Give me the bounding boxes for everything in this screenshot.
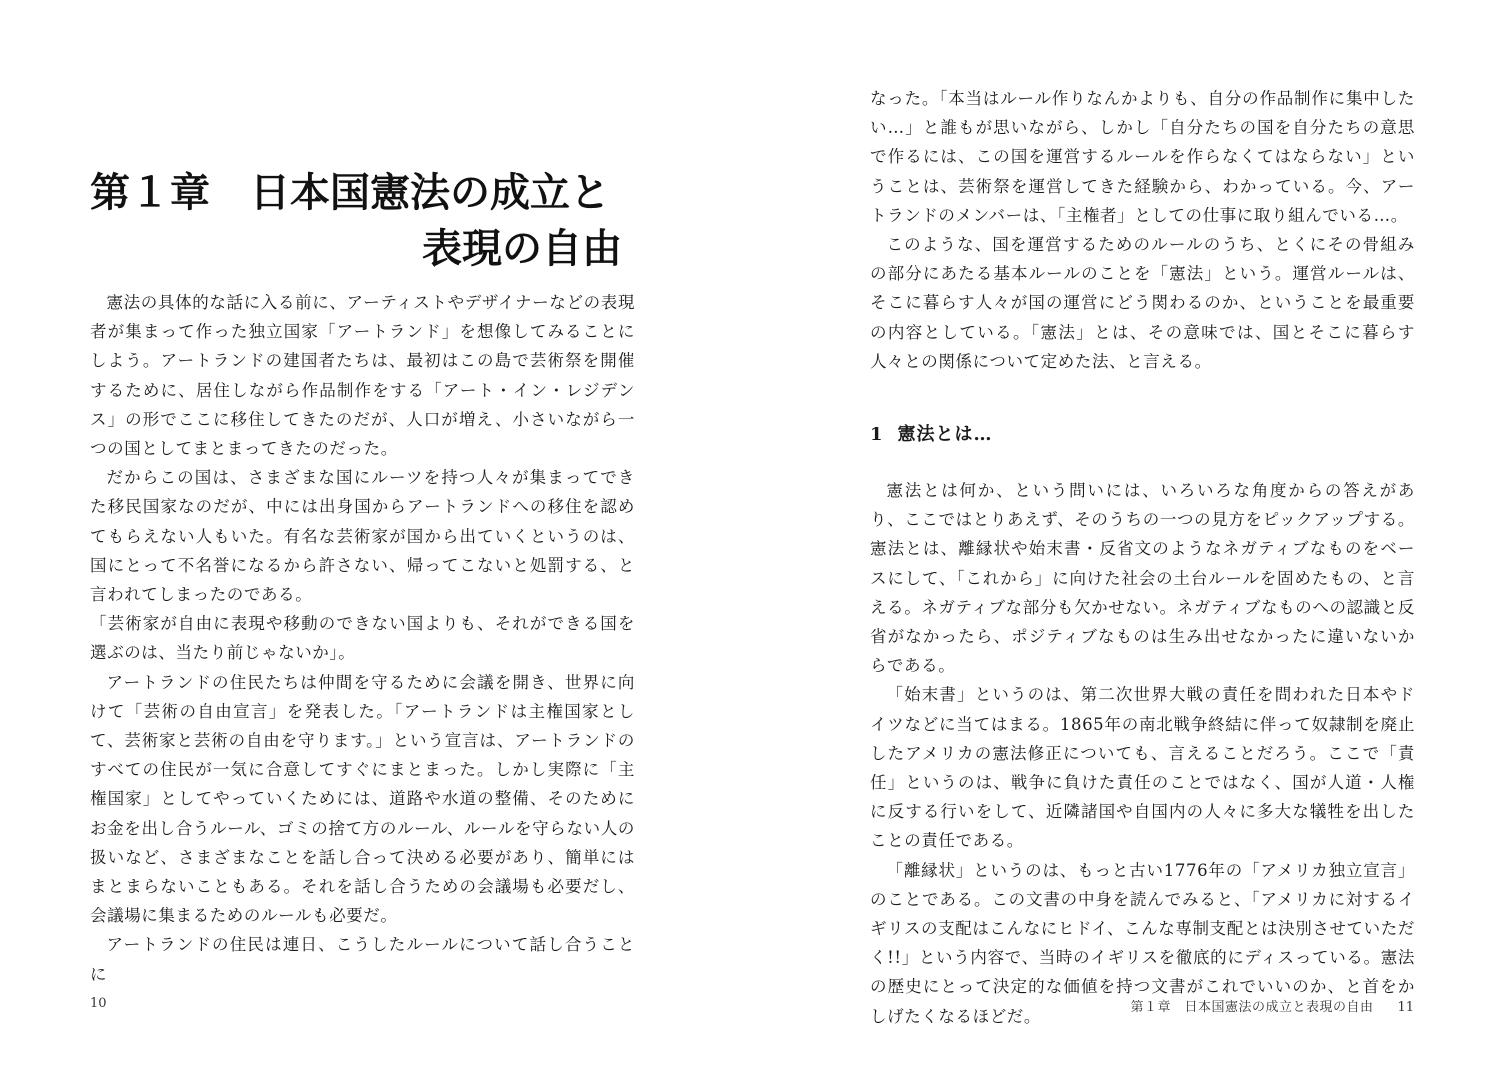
paragraph: 「始末書」というのは、第二次世界大戦の責任を問われた日本やドイツなどに当てはまる。1865年の南北戦争終結に伴って奴隷制を廃止したアメリカの憲法修正についても、言えることだろう。ここで「責任」というのは、戦争に負けた責任のことではなく、国が人道・人権に反する行いをして、近隣諸国や自国内の人々に多大な犠牲を出したことの責任である。: [870, 685, 1415, 851]
paragraph: このような、国を運営するためのルールのうち、とくにその骨組みの部分にあたる基本ルールのことを「憲法」という。運営ルールは、そこに暮らす人々が国の運営にどう関わるのか、ということを最重要の内容としている。「憲法」とは、その意味では、国とそこに暮らす人々との関係について定めた法、と言える。: [870, 235, 1415, 371]
section-title: 憲法とは…: [897, 424, 993, 446]
chapter-title-line1: 第１章 日本国憲法の成立と: [90, 168, 610, 216]
chapter-title-line2: 表現の自由: [422, 224, 622, 272]
running-head: 第１章 日本国憲法の成立と表現の自由: [1130, 1000, 1374, 1015]
right-body-text: [870, 84, 1415, 1031]
paragraph: 憲法の具体的な話に入る前に、アーティストやデザイナーなどの表現者が集まって作った独立国家「アートランド」を想像してみることにしよう。アートランドの建国者たちは、最初はこの島で芸術祭を開催するために、居住しながら作品制作をする「アート・イン・レジデンス」の形でここに移住してきたのだが、人口が増え、小さいながら一つの国としてまとまってきたのだった。: [90, 293, 635, 459]
chapter-title: [90, 165, 630, 277]
paragraph: だからこの国は、さまざまな国にルーツを持つ人々が集まってできた移民国家なのだが、中には出身国からアートランドへの移住を認めてもらえない人もいた。有名な芸術家が国から出ていくというのは、国にとって不名誉になるから許さない、帰ってこないと処罰する、と言われてしまったのである。: [90, 468, 635, 605]
section-heading: [870, 420, 1415, 450]
right-page: [751, 0, 1502, 1066]
paragraph: 憲法とは何か、という問いには、いろいろな角度からの答えがあり、ここではとりあえず、そのうちの一つの見方をピックアップする。憲法とは、離縁状や始末書・反省文のようなネガティブなものをベースにして、「これから」に向けた社会の土台ルールを固めたもの、と言える。ネガティブな部分も欠かせない。ネガティブなものへの認識と反省がなかったら、ポジティブなものは生み出せなかったに違いないからである。: [870, 481, 1415, 676]
section-number: 1: [870, 424, 884, 446]
footer-right: [1130, 996, 1414, 1015]
paragraph: 「芸術家が自由に表現や移動のできない国よりも、それができる国を選ぶのは、当たり前じゃないか」。: [90, 614, 635, 663]
paragraph: アートランドの住民は連日、こうしたルールについて話し合うことに: [90, 935, 635, 984]
paragraph: 「離縁状」というのは、もっと古い1776年の「アメリカ独立宣言」のことである。この文書の中身を読んでみると、「アメリカに対するイギリスの支配はこんなにヒドイ、こんな専制支配とは決別させていただく!!」という内容で、当時のイギリスを徹底的にディスっている。憲法の歴史にとって決定的な価値を持つ文書がこれでいいのか、と首をかしげたくなるほどだ。: [870, 860, 1415, 1026]
paragraph: なった。「本当はルール作りなんかよりも、自分の作品制作に集中したい…」と誰もが思いながら、しかし「自分たちの国を自分たちの意思で作るには、この国を運営するルールを作らなくてはならない」ということは、芸術祭を運営してきた経験から、わかっている。今、アートランドのメンバーは、「主権者」としての仕事に取り組んでいる…。: [870, 89, 1415, 225]
left-body-text: [90, 288, 635, 989]
page-number-left: 10: [90, 996, 107, 1011]
paragraph: アートランドの住民たちは仲間を守るために会議を開き、世界に向けて「芸術の自由宣言」を発表した。「アートランドは主権国家として、芸術家と芸術の自由を守ります。」という宣言は、アートランドのすべての住民が一気に合意してすぐにまとまった。しかし実際に「主権国家」としてやっていくためには、道路や水道の整備、そのためにお金を出し合うルール、ゴミの捨て方のルール、ルールを守らない人の扱いなど、さまざまなことを話し合って決める必要があり、簡単にはまとまらないこともある。それを話し合うための会議場も必要だし、会議場に集まるためのルールも必要だ。: [90, 672, 635, 926]
page-number-right: 11: [1397, 1000, 1414, 1015]
